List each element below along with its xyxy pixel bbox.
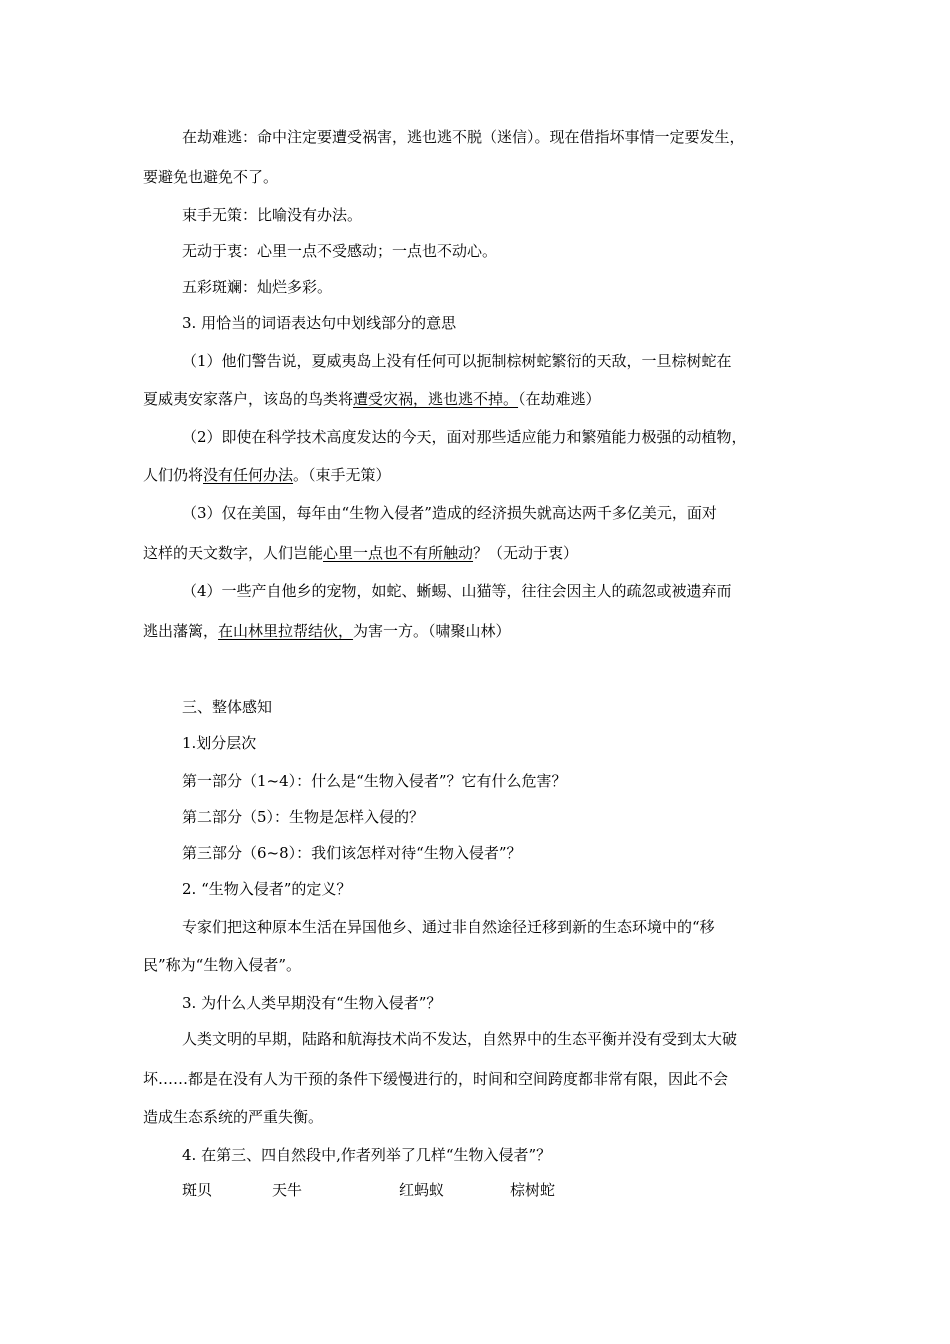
- section3-a3-line2: 坏……都是在没有人为干预的条件下缓慢进行的，时间和空间跨度都非常有限，因此不会: [143, 1070, 729, 1088]
- species-item: 天牛: [272, 1181, 303, 1199]
- q3-item2-line2: [143, 465, 391, 485]
- q3-item2-text: 人们仍将: [143, 466, 204, 484]
- q3-heading: 3. 用恰当的词语表达句中划线部分的意思: [182, 314, 457, 332]
- section3-a3-line3: 造成生态系统的严重失衡。: [143, 1108, 324, 1126]
- vocab-wucaibanlan: 五彩斑斓：灿烂多彩。: [182, 278, 333, 296]
- section3-a2-line2: 民”称为“生物入侵者”。: [143, 956, 302, 974]
- q3-item2-line1: （2）即使在科学技术高度发达的今天，面对那些适应能力和繁殖能力极强的动植物，: [182, 428, 747, 446]
- section3-a3-line1: 人类文明的早期，陆路和航海技术尚不发达，自然界中的生态平衡并没有受到太大破: [182, 1030, 738, 1048]
- q3-item2-answer: 。（束手无策）: [293, 466, 391, 484]
- vocab-shushouwuce: 束手无策：比喻没有办法。: [182, 206, 363, 224]
- section3-part2: 第二部分（5）：生物是怎样入侵的？: [182, 808, 425, 826]
- vocab-wudongyuzhong: 无动于衷：心里一点不受感动；一点也不动心。: [182, 242, 498, 260]
- q3-item2-underlined: 没有任何办法: [203, 466, 294, 484]
- species-item: 斑贝: [182, 1181, 213, 1199]
- q3-item3-text: 这样的天文数字，人们岂能: [143, 544, 324, 562]
- q3-item1-underlined: 遭受灾祸，逃也逃不掉。: [353, 390, 519, 408]
- vocab-zaijienantao-line2: 要避免也避免不了。: [143, 168, 279, 186]
- q3-item1-text: 夏威夷安家落户，该岛的鸟类将: [143, 390, 354, 408]
- q3-item3-answer: ？（无动于衷）: [473, 544, 579, 562]
- q3-item4-answer: 为害一方。（啸聚山林）: [353, 622, 511, 640]
- species-item: 红蚂蚁: [399, 1181, 445, 1199]
- q3-item4-underlined: 在山林里拉帮结伙，: [218, 622, 354, 640]
- q3-item1-line1: （1）他们警告说，夏威夷岛上没有任何可以扼制棕树蛇繁衍的天敌，一旦棕树蛇在: [182, 352, 732, 370]
- section3-q3: 3. 为什么人类早期没有“生物入侵者”？: [182, 994, 442, 1012]
- q3-item1-answer: （在劫难逃）: [518, 390, 601, 408]
- section3-a2-line1: 专家们把这种原本生活在异国他乡、通过非自然途径迁移到新的生态环境中的“移: [182, 918, 715, 936]
- q3-item3-line2: [143, 543, 578, 563]
- vocab-zaijienantao-line1: 在劫难逃：命中注定要遭受祸害，逃也逃不脱（迷信）。现在借指坏事情一定要发生，: [182, 128, 745, 146]
- q3-item4-text: 逃出藩篱，: [143, 622, 219, 640]
- section3-heading: 三、整体感知: [182, 698, 273, 716]
- q3-item3-underlined: 心里一点也不有所触动: [323, 544, 474, 562]
- section3-part3: 第三部分（6~8）：我们该怎样对待“生物入侵者”？: [182, 844, 522, 862]
- section3-q2: 2. “生物入侵者”的定义？: [182, 880, 352, 898]
- q3-item4-line1: （4）一些产自他乡的宠物，如蛇、蜥蜴、山猫等，往往会因主人的疏忽或被遗弃而: [182, 582, 732, 600]
- q3-item4-line2: [143, 621, 511, 641]
- q3-item1-line2: [143, 389, 601, 409]
- q3-item3-line1: （3）仅在美国，每年由“生物入侵者”造成的经济损失就高达两千多亿美元，面对: [182, 504, 717, 522]
- section3-q4: 4. 在第三、四自然段中,作者列举了几样“生物入侵者”？: [182, 1146, 552, 1164]
- section3-part1: 第一部分（1~4）：什么是“生物入侵者”？它有什么危害？: [182, 772, 567, 790]
- section3-sub1: 1.划分层次: [182, 734, 257, 752]
- species-item: 棕树蛇: [510, 1181, 556, 1199]
